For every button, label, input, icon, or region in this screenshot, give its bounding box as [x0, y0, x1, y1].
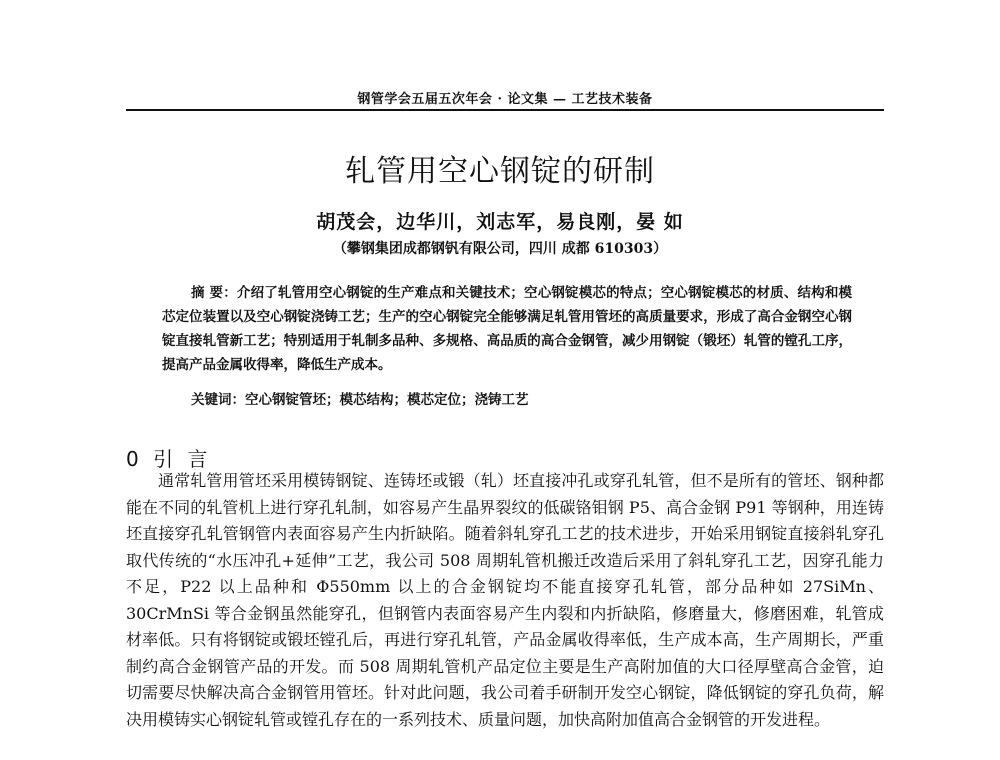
running-header: 钢管学会五届五次年会 · 论文集 — 工艺技术装备: [357, 92, 653, 107]
paper-affiliation: （攀钢集团成都钢钒有限公司，四川 成都 610303）: [332, 241, 668, 257]
keywords-label: 关键词：: [191, 392, 245, 408]
paper-title: 轧管用空心钢锭的研制: [345, 154, 655, 189]
header-rule: [126, 109, 884, 111]
section-body: 通常轧管用管坯采用模铸钢锭、连铸坯或锻（轧）坯直接冲孔或穿孔轧管，但不是所有的管坯、钢种都能在不同的轧管机上进行穿孔轧制，如容易产生晶界裂纹的低碳铬钼钢 P5、高合金钢 P91 等钢种，用连铸坯直接穿孔轧管钢管内表面容易产生内折缺陷。随着斜轧穿孔工艺的技术进步，开始采用钢锭直接斜轧穿孔取代传统的“水压冲孔+延伸”工艺，我公司 508 周期轧管机搬迁改造后采用了斜轧穿孔工艺，因穿孔能力不足，P22 以上品种和 Φ550mm 以上的合金钢锭均不能直接穿孔轧管，部分品种如 27SiMn、30CrMnSi 等合金钢虽然能穿孔，但钢管内表面容易产生内裂和内折缺陷，修磨量大，修磨困难，轧管成材率低。只有将钢锭或锻坯镗孔后，再进行穿孔轧管，产品金属收得率低，生产成本高，生产周期长，严重制约高合金钢管产品的开发。而 508 周期轧管机产品定位主要是生产高附加值的大口径厚壁高合金管，迫切需要尽快解决高合金钢管用管坯。针对此问题，我公司着手研制开发空心钢锭，降低钢锭的穿孔负荷，解决用模铸实心钢锭轧管或镗孔存在的一系列技术、质量问题，加快高附加值高合金钢管的开发进程。: [126, 471, 884, 729]
paper-authors: 胡茂会，边华川，刘志军，易良刚，晏 如: [316, 211, 684, 233]
keywords: [191, 388, 851, 408]
section-heading: 0 引 言: [126, 447, 212, 471]
abstract-label: 摘 要：: [191, 285, 237, 301]
abstract-text: 介绍了轧管用空心钢锭的生产难点和关键技术；空心钢锭模芯的特点；空心钢锭模芯的材质、结构和模芯定位装置以及空心钢锭浇铸工艺；生产的空心钢锭完全能够满足轧管用管坯的高质量要求，形成了高合金钢空心钢锭直接轧管新工艺；特别适用于轧制多品种、多规格、高品质的高合金钢管，减少用钢锭（锻坯）轧管的镗孔工序，提高产品金属收得率，降低生产成本。: [162, 285, 853, 373]
abstract: [162, 281, 852, 377]
keywords-text: 空心钢锭管坯；模芯结构；模芯定位；浇铸工艺: [245, 392, 529, 408]
